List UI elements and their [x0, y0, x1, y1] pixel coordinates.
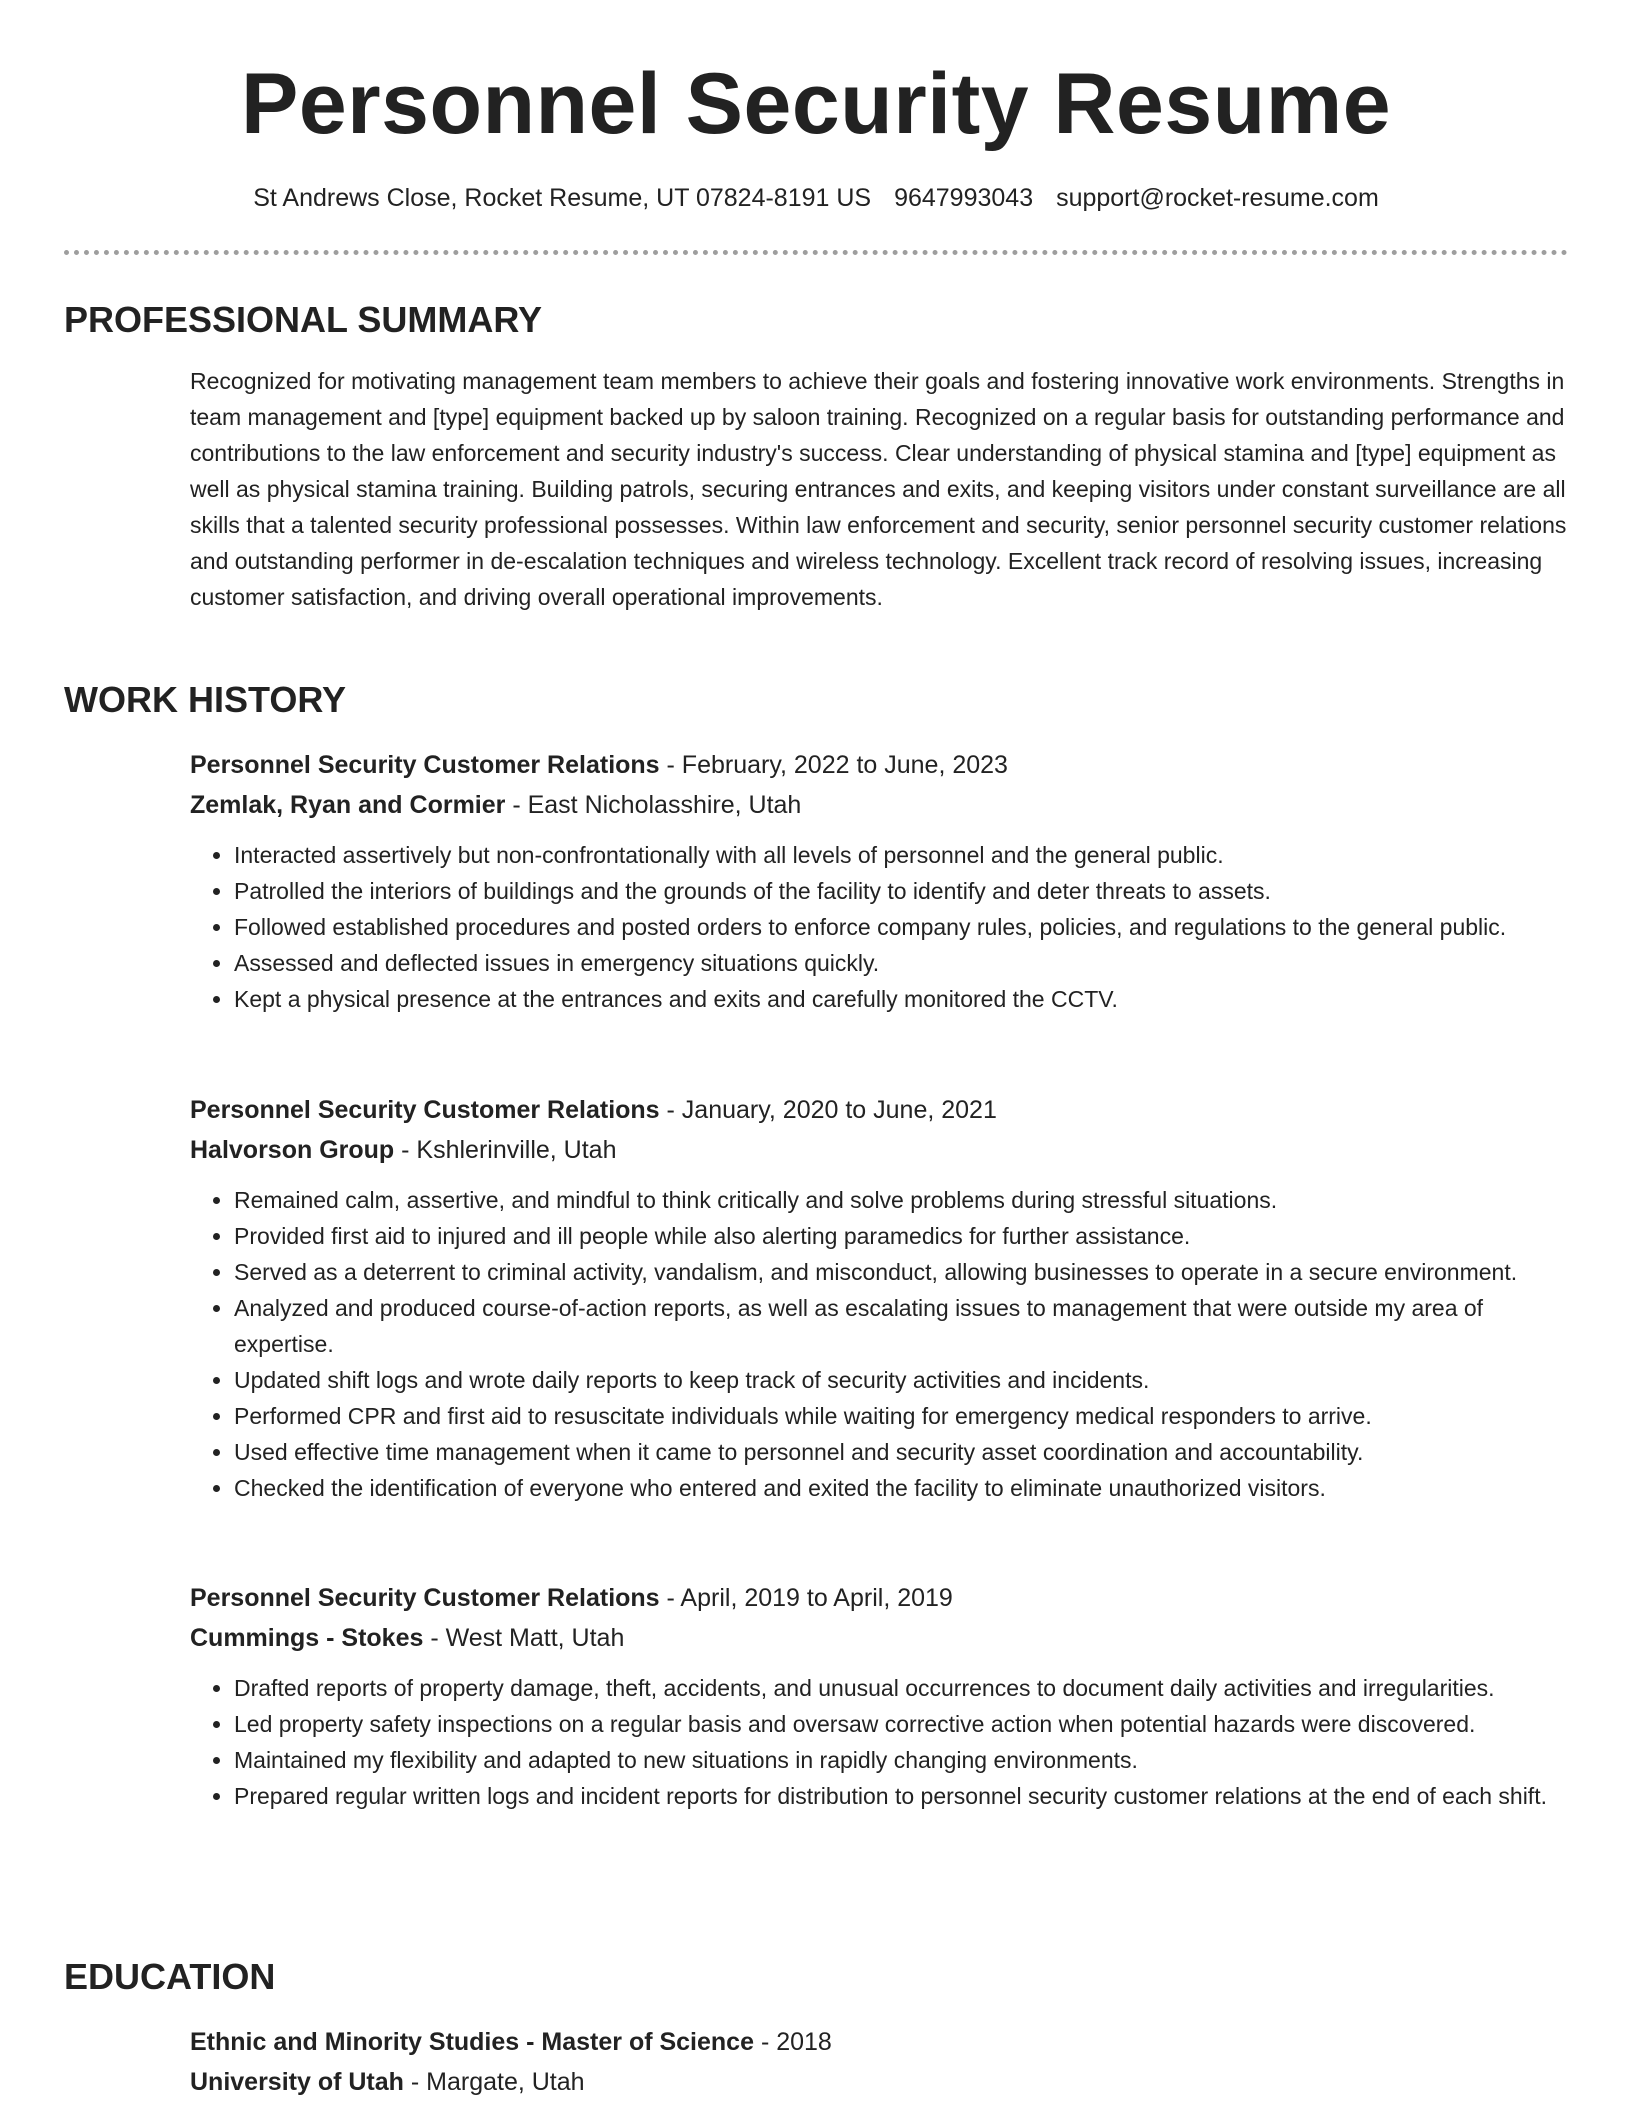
education-entry — [190, 2022, 1568, 2102]
job-company: Cummings - Stokes — [190, 1624, 424, 1652]
summary-text: Recognized for motivating management team members to achieve their goals and fostering innovative work environments. Strengths in team management and [type] equipment backed up by saloon training. Recognized on a regular basis for outstanding performance and contributions to the law enforcement and security industry's success. Clear understanding of physical stamina and [type] equipment as well as physical stamina training. Building patrols, securing entrances and exits, and keeping visitors under constant surveillance are all skills that a talented security professional possesses. Within law enforcement and security, senior personnel security customer relations and outstanding performer in de-escalation techniques and wireless technology. Excellent track record of resolving issues, increasing customer satisfaction, and driving overall operational improvements. — [190, 368, 1567, 610]
job-duty: • Analyzed and produced course-of-action reports, as well as escalating issues to management that were outside my area of expertise. — [234, 1290, 1568, 1362]
education-location: - Margate, Utah — [403, 2068, 585, 2096]
education-year: - 2018 — [754, 2028, 832, 2056]
job-entry — [190, 745, 1568, 1017]
job-company: Halvorson Group — [190, 1136, 395, 1164]
job-location: - Kshlerinville, Utah — [394, 1136, 617, 1164]
job-title-line — [190, 1090, 1568, 1130]
job-duty: • Used effective time management when it came to personnel and security asset coordination and accountability. — [234, 1434, 1568, 1470]
job-duty: • Drafted reports of property damage, theft, accidents, and unusual occurrences to document daily activities and irregularities. — [234, 1670, 1568, 1706]
education-degree-line — [190, 2022, 1568, 2062]
job-title: Personnel Security Customer Relations — [190, 1584, 660, 1612]
job-duties — [190, 837, 1568, 1017]
summary-heading: PROFESSIONAL SUMMARY — [64, 299, 543, 340]
job-title: Personnel Security Customer Relations — [190, 1096, 660, 1124]
job-location: - West Matt, Utah — [423, 1624, 625, 1652]
job-duty: • Led property safety inspections on a regular basis and oversaw corrective action when potential hazards were discovered. — [234, 1706, 1568, 1742]
job-title-line — [190, 1578, 1568, 1618]
job-dates: - January, 2020 to June, 2021 — [659, 1096, 997, 1124]
job-title-line — [190, 745, 1568, 785]
job-duty: • Kept a physical presence at the entrances and exits and carefully monitored the CCTV. — [234, 981, 1568, 1017]
job-duties — [190, 1182, 1568, 1506]
contact-line — [0, 180, 1632, 216]
contact-address: St Andrews Close, Rocket Resume, UT 07824-8191 US — [253, 184, 872, 212]
job-duty: • Interacted assertively but non-confrontationally with all levels of personnel and the general public. — [234, 837, 1568, 873]
job-dates: - April, 2019 to April, 2019 — [659, 1584, 953, 1612]
job-duty: • Maintained my flexibility and adapted to new situations in rapidly changing environments. — [234, 1742, 1568, 1778]
resume-title: Personnel Security Resume — [240, 56, 1392, 152]
job-duty: • Patrolled the interiors of buildings and the grounds of the facility to identify and deter threats to assets. — [234, 873, 1568, 909]
job-location: - East Nicholasshire, Utah — [505, 791, 802, 819]
job-entry — [190, 1578, 1568, 1814]
work-history-heading: WORK HISTORY — [64, 679, 347, 720]
job-duties — [190, 1670, 1568, 1814]
job-dates: - February, 2022 to June, 2023 — [659, 751, 1008, 779]
education-degree: Ethnic and Minority Studies - Master of Science — [190, 2028, 754, 2056]
job-duty: • Provided first aid to injured and ill people while also alerting paramedics for further assistance. — [234, 1218, 1568, 1254]
job-company: Zemlak, Ryan and Cormier — [190, 791, 506, 819]
education-heading: EDUCATION — [64, 1956, 276, 1997]
job-company-line — [190, 785, 1568, 825]
job-duty: • Prepared regular written logs and incident reports for distribution to personnel security customer relations at the end of each shift. — [234, 1778, 1568, 1814]
job-company-line — [190, 1130, 1568, 1170]
contact-email: support@rocket-resume.com — [1056, 184, 1379, 212]
job-duty: • Assessed and deflected issues in emergency situations quickly. — [234, 945, 1568, 981]
job-duty: • Remained calm, assertive, and mindful to think critically and solve problems during stressful situations. — [234, 1182, 1568, 1218]
job-title: Personnel Security Customer Relations — [190, 751, 660, 779]
contact-phone: 9647993043 — [894, 184, 1034, 212]
job-duty: • Served as a deterrent to criminal activity, vandalism, and misconduct, allowing businesses to operate in a secure environment. — [234, 1254, 1568, 1290]
education-school: University of Utah — [190, 2068, 404, 2096]
header-divider — [64, 250, 1568, 255]
job-entry — [190, 1090, 1568, 1506]
education-school-line — [190, 2062, 1568, 2102]
job-duty: • Updated shift logs and wrote daily reports to keep track of security activities and incidents. — [234, 1362, 1568, 1398]
job-duty: • Followed established procedures and posted orders to enforce company rules, policies, and regulations to the general public. — [234, 909, 1568, 945]
job-duty: • Checked the identification of everyone who entered and exited the facility to eliminate unauthorized visitors. — [234, 1470, 1568, 1506]
job-company-line — [190, 1618, 1568, 1658]
job-duty: • Performed CPR and first aid to resuscitate individuals while waiting for emergency medical responders to arrive. — [234, 1398, 1568, 1434]
